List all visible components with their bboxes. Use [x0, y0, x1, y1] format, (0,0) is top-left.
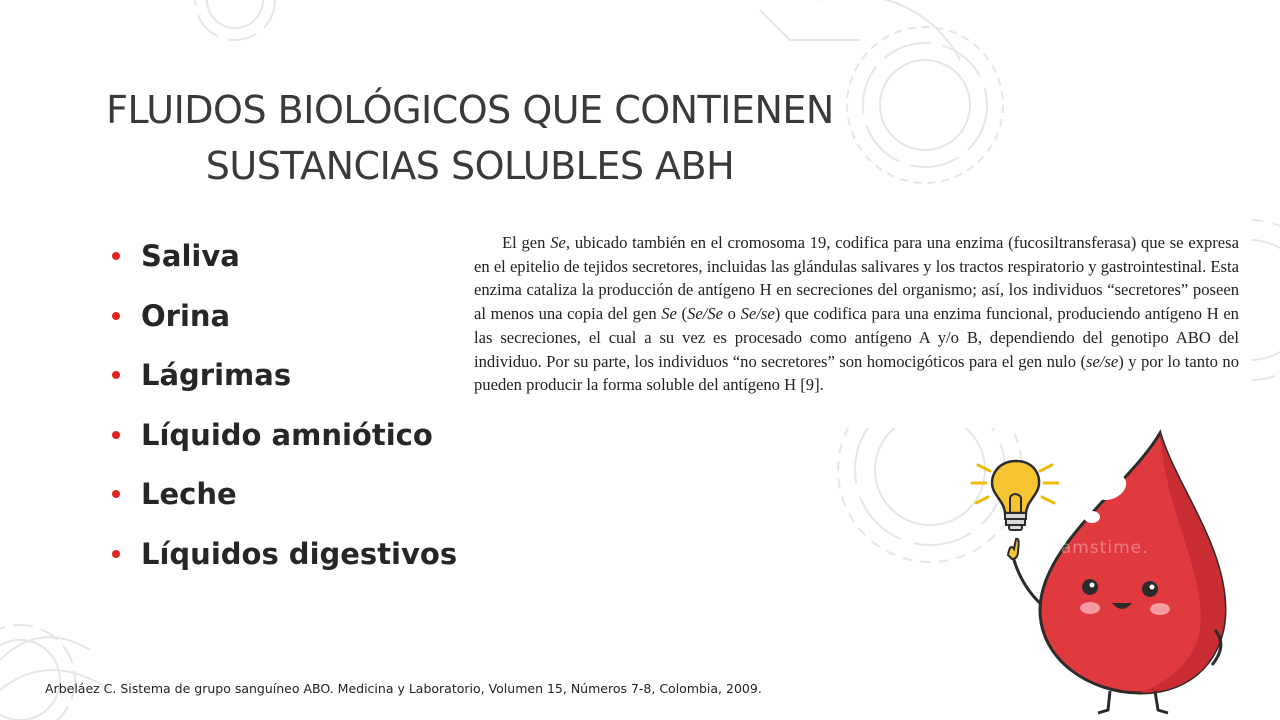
excerpt-image: [462, 218, 1252, 428]
light-bulb-icon: [992, 461, 1039, 530]
bullet-dot-icon: [112, 490, 120, 498]
list-item: [108, 292, 457, 352]
list-item-label: Líquidos digestivos: [141, 536, 458, 571]
list-item: [108, 411, 457, 471]
fluid-list: [108, 232, 457, 590]
list-item-label: Orina: [141, 298, 231, 333]
watermark: dreamstime.: [1030, 538, 1149, 558]
bullet-dot-icon: [112, 431, 120, 439]
bullet-dot-icon: [112, 371, 120, 379]
list-item-label: Líquido amniótico: [141, 417, 433, 452]
bullet-dot-icon: [112, 312, 120, 320]
list-item-label: Lágrimas: [141, 358, 292, 393]
excerpt-paragraph: El gen Se, ubicado también en el cromosoma 19, codifica para una enzima (fucosiltransferasa) que se expresa en el epitelio de tejidos secretores, incluidas las glándulas salivares y los tractos respiratorio y gastrointestinal. Esta enzima cataliza la producción de antígeno H en secreciones del organismo; así, los individuos “secretores” poseen al menos una copia del gen Se (Se/Se o Se/se) que codifica para una enzima funcional, produciendo antígeno H en las secreciones, el cual a su vez es procesado como antígeno A y/o B, dependiendo del genotipo ABO del individuo. Por su parte, los individuos “no secretores” son homocigóticos para el gen nulo (se/se) y por lo tanto no pueden producir la forma soluble del antígeno H [9].: [474, 233, 1239, 395]
list-item: [108, 232, 457, 292]
list-item: [108, 530, 457, 590]
list-item: [108, 351, 457, 411]
citation: Arbeláez C. Sistema de grupo sanguíneo ABO. Medicina y Laboratorio, Volumen 15, Números 7-8, Colombia, 2009.: [45, 681, 762, 696]
bullet-dot-icon: [112, 550, 120, 558]
list-item: [108, 470, 457, 530]
title-line-2: SUSTANCIAS SOLUBLES ABH: [205, 144, 735, 188]
slide-title: [70, 82, 870, 194]
list-item-label: Leche: [141, 477, 237, 512]
list-item-label: Saliva: [141, 239, 240, 273]
blood-drop-mascot-icon: [960, 425, 1260, 720]
bullet-dot-icon: [112, 252, 120, 260]
title-line-1: FLUIDOS BIOLÓGICOS QUE CONTIENEN: [106, 88, 834, 132]
